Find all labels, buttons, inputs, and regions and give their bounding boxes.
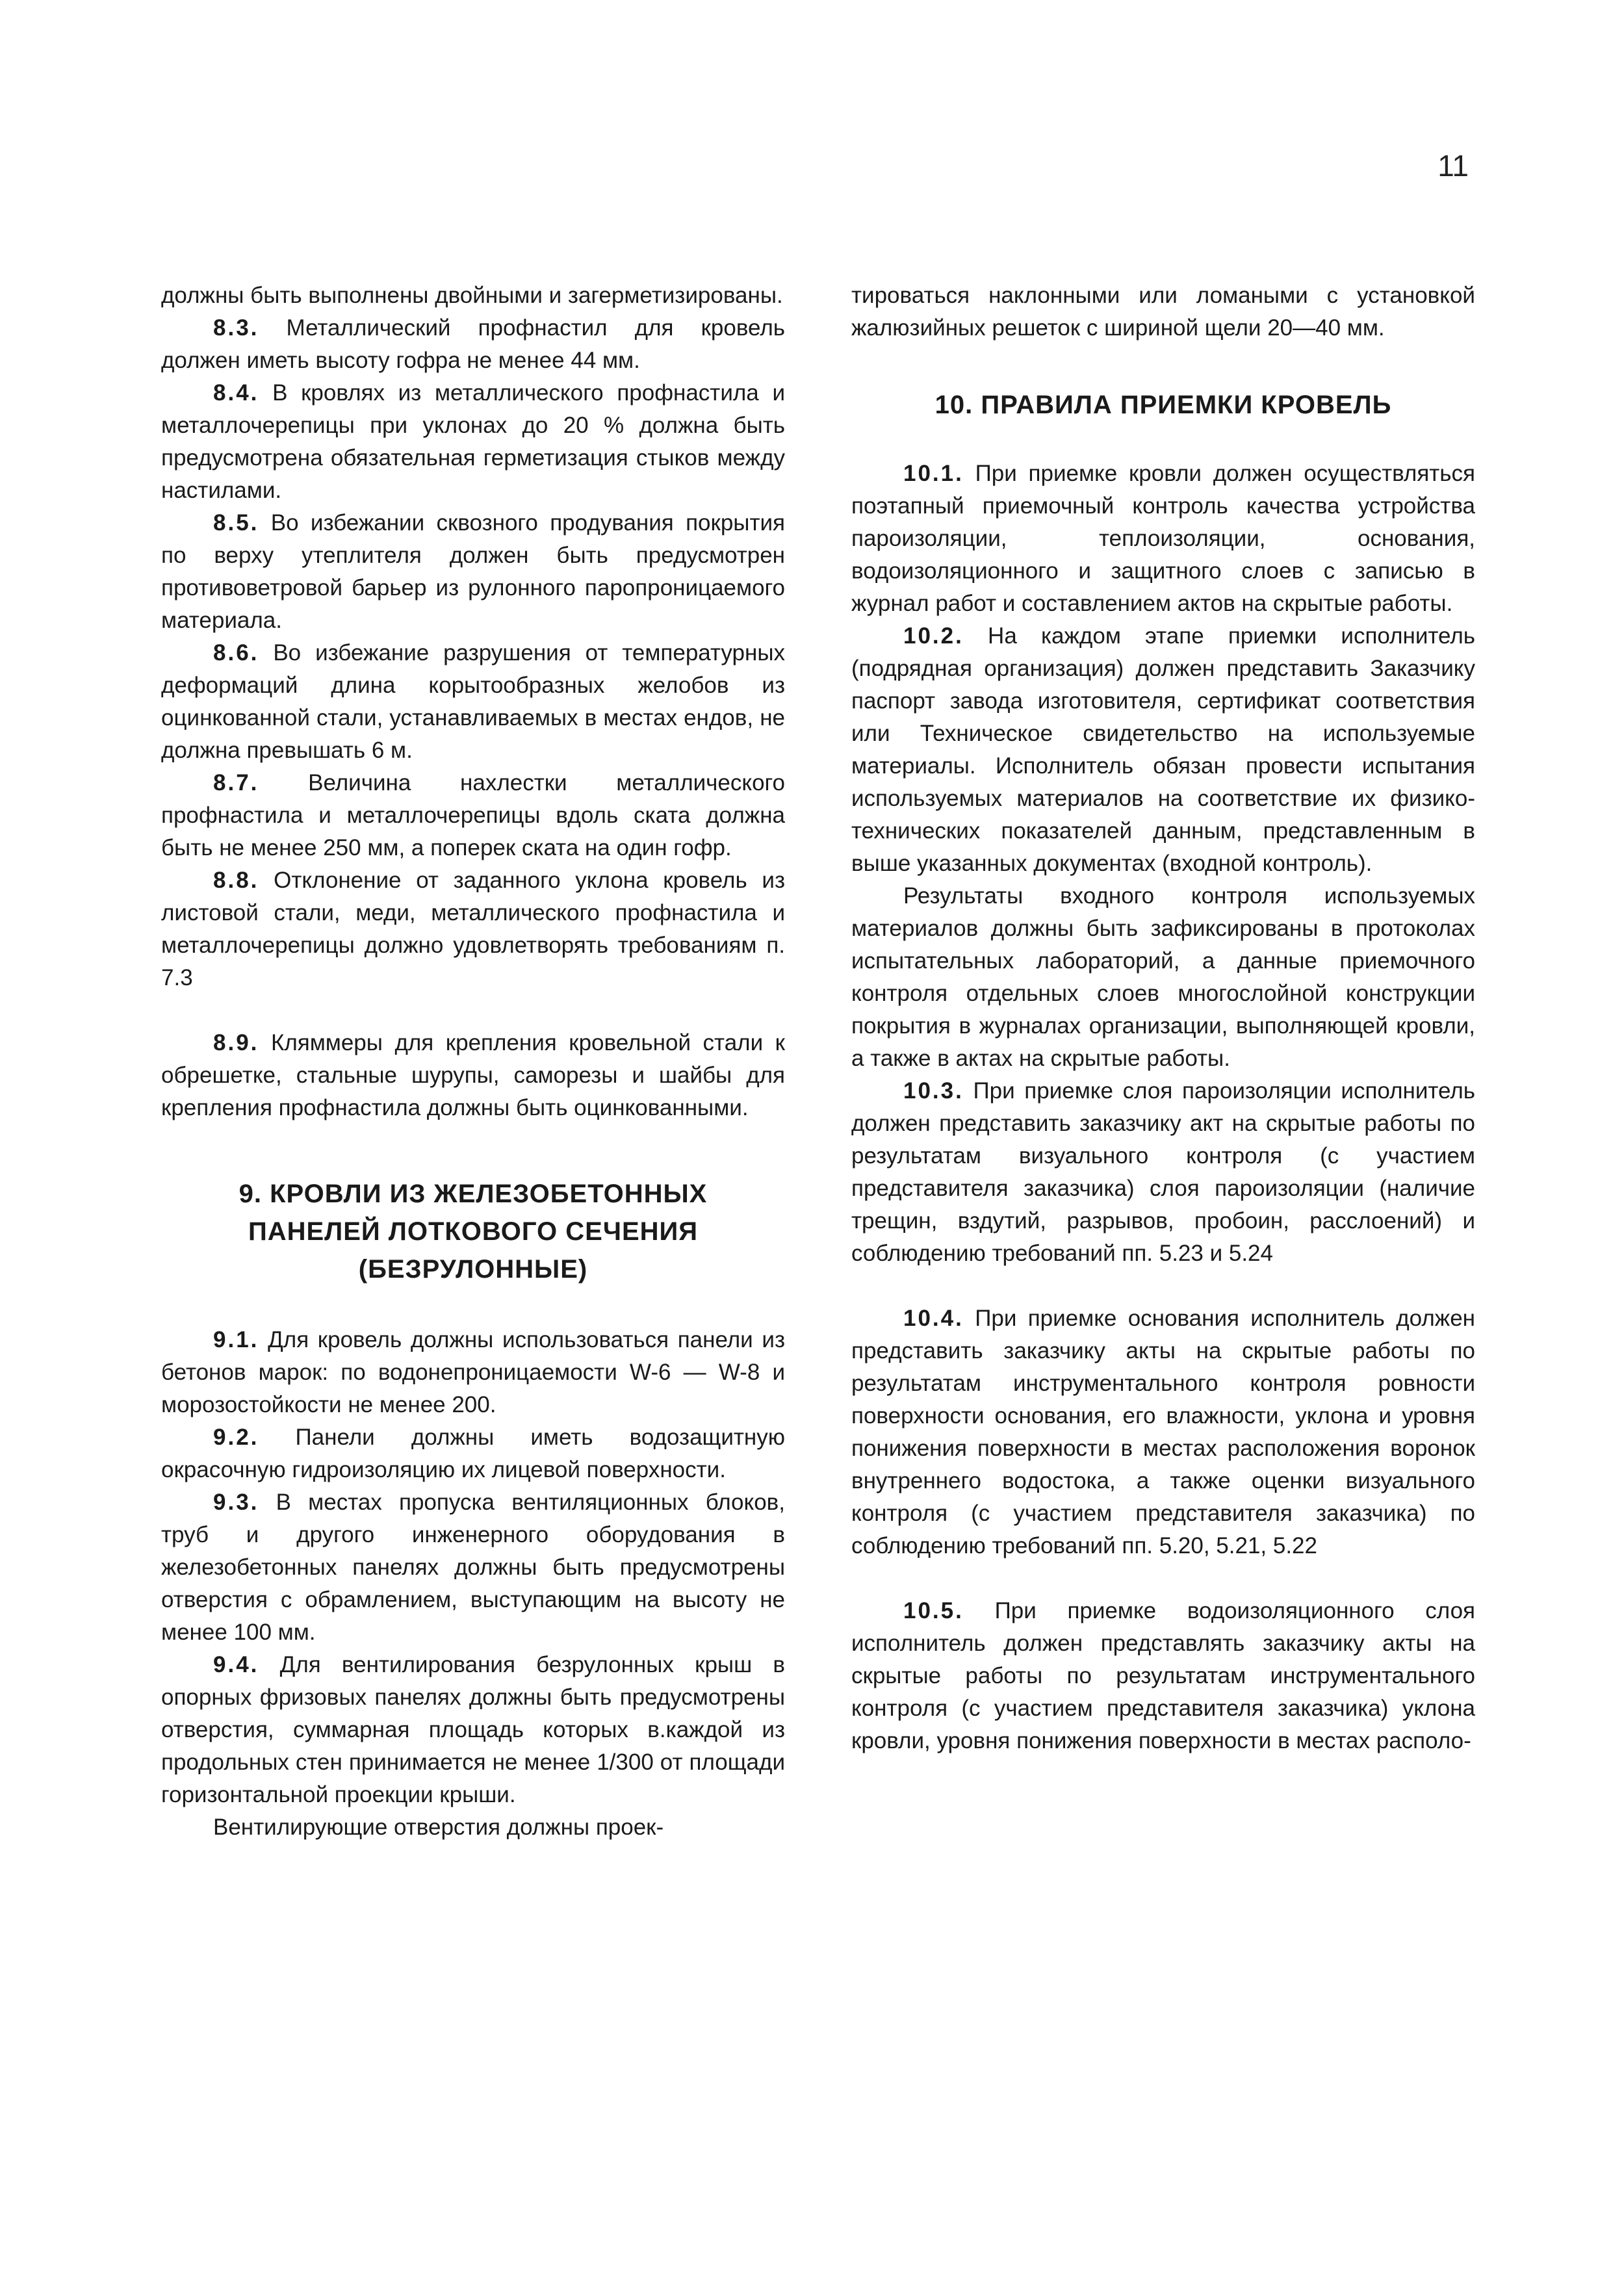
clause-number: 9.2. — [213, 1425, 259, 1450]
clause-text: В местах пропуска вентиляционных блоков, труб и другого инженерного оборудования в железобетонных панелях должны быть предусмотрены отверстия с обрамлением, выступающим на высоту не менее 100 мм. — [161, 1490, 785, 1645]
clause-number: 8.5. — [213, 510, 259, 536]
paragraph-continuation: должны быть выполнены двойными и загерметизированы. — [161, 283, 783, 308]
paragraph-continuation: тироваться наклонными или ломаными с установкой жалюзийных решеток с шириной щели 20—40 мм. — [851, 283, 1475, 341]
clause-text: В кровлях из металлического профнастила и металлочерепицы при уклонах до 20 % должна быть предусмотрена обязательная герметизация стыков между настилами. — [161, 380, 785, 503]
paragraph-8-6 — [161, 637, 785, 767]
clause-text: Во избежании сквозного продувания покрытия по верху утеплителя должен быть предусмотрен противоветровой барьер из рулонного паропроницаемого материала. — [161, 510, 785, 633]
spacer — [851, 1270, 1475, 1302]
clause-number: 10.5. — [903, 1598, 964, 1623]
paragraph-8-8 — [161, 864, 785, 994]
heading-line: (БЕЗРУЛОННЫЕ) — [358, 1255, 588, 1284]
paragraph-8-5 — [161, 507, 785, 637]
paragraph-vent: Вентилирующие отверстия должны проек- — [213, 1815, 664, 1840]
page-number: 11 — [1437, 149, 1469, 183]
section-heading-10: 10. ПРАВИЛА ПРИЕМКИ КРОВЕЛЬ — [934, 391, 1392, 419]
clause-number: 8.9. — [213, 1030, 259, 1055]
clause-text: Во избежание разрушения от температурных деформаций длина корытообразных желобов из оцинкованной стали, устанавливаемых в местах ендов, не должна превышать 6 м. — [161, 640, 785, 763]
clause-number: 10.3. — [903, 1078, 964, 1104]
spacer — [851, 1562, 1475, 1595]
clause-text: При приемке водоизоляционного слоя исполнитель должен представлять заказчику акты на скрытые работы по результатам инструментального контроля (с участием представителя заказчика) уклона кровли, уровня понижения поверхности в местах располо- — [851, 1598, 1475, 1753]
clause-number: 8.7. — [213, 770, 259, 795]
clause-number: 9.4. — [213, 1652, 259, 1677]
clause-number: 8.3. — [213, 315, 259, 341]
section-heading-9 — [161, 1175, 785, 1288]
left-column — [161, 279, 785, 1844]
clause-text: Металлический профнастил для кровель должен иметь высоту гофра не менее 44 мм. — [161, 315, 785, 373]
clause-text: Отклонение от заданного уклона кровель из листовой стали, меди, металлического профнастила и металлочерепицы должно удовлетворять требованиям п. 7.3 — [161, 868, 785, 990]
clause-text: При приемке кровли должен осуществляться поэтапный приемочный контроль качества устройства пароизоляции, теплоизоляции, основания, водоизоляционного и защитного слоев с записью в журнал работ и составлением актов на скрытые работы. — [851, 461, 1475, 616]
right-column — [851, 279, 1475, 1757]
clause-number: 9.1. — [213, 1327, 259, 1352]
heading-line: ПАНЕЛЕЙ ЛОТКОВОГО СЕЧЕНИЯ — [248, 1217, 699, 1246]
paragraph-9-2 — [161, 1421, 785, 1486]
paragraph-10-1 — [851, 458, 1475, 620]
clause-number: 8.6. — [213, 640, 259, 665]
paragraph-results: Результаты входного контроля используемых материалов должны быть зафиксированы в протоколах испытательных лабораторий, а данные приемочного контроля отдельных слоев многослойной конструкции покрытия в журналах организации, выполняющей кровли, а также в актах на скрытые работы. — [851, 883, 1475, 1071]
paragraph-8-9 — [161, 1027, 785, 1124]
paragraph-8-4 — [161, 377, 785, 507]
clause-number: 10.2. — [903, 623, 964, 649]
clause-text: При приемке слоя пароизоляции исполнитель должен представить заказчику акт на скрытые работы по результатам визуального контроля (с участием представителя заказчика) слоя пароизоляции (наличие трещин, вздутий, разрывов, пробоин, расслоений) и соблюдению требований пп. 5.23 и 5.24 — [851, 1078, 1475, 1266]
paragraph-10-5 — [851, 1595, 1475, 1757]
clause-number: 8.8. — [213, 868, 259, 893]
spacer — [161, 994, 785, 1027]
paragraph-9-3 — [161, 1486, 785, 1649]
clause-number: 10.4. — [903, 1306, 964, 1331]
paragraph-10-2 — [851, 620, 1475, 880]
heading-line: 9. КРОВЛИ ИЗ ЖЕЛЕЗОБЕТОННЫХ — [238, 1180, 708, 1208]
clause-text: Для вентилирования безрулонных крыш в опорных фризовых панелях должны быть предусмотрены отверстия, суммарная площадь которых в.каждой из продольных стен принимается не менее 1/300 от площади горизонтальной проекции крыши. — [161, 1652, 785, 1807]
clause-text: На каждом этапе приемки исполнитель (подрядная организация) должен представить Заказчику паспорт завода изготовителя, сертификат соответствия или Техническое свидетельство на используемые материалы. Исполнитель обязан провести испытания используемых материалов на соответствие их физико-технических показателей данным, представленным в выше указанных документах (входной контроль). — [851, 623, 1475, 876]
clause-number: 8.4. — [213, 380, 259, 406]
clause-text: Для кровель должны использоваться панели из бетонов марок: по водонепроницаемости W-6 — W-8 и морозостойкости не менее 200. — [161, 1327, 785, 1417]
paragraph-8-3 — [161, 312, 785, 377]
paragraph-10-4 — [851, 1302, 1475, 1562]
clause-number: 10.1. — [903, 461, 964, 486]
clause-number: 9.3. — [213, 1490, 259, 1515]
clause-text: Величина нахлестки металлического профнастила и металлочерепицы вдоль ската должна быть не менее 250 мм, а поперек ската на один гофр. — [161, 770, 785, 860]
clause-text: При приемке основания исполнитель должен представить заказчику акты на скрытые работы по результатам инструментального контроля ровности поверхности основания, его влажности, уклона и уровня понижения поверхности в местах расположения воронок внутреннего водостока, а также оценки визуального контроля (с участием представителя заказчика) по соблюдению требований пп. 5.20, 5.21, 5.22 — [851, 1306, 1475, 1558]
paragraph-9-4 — [161, 1649, 785, 1811]
clause-text: Кляммеры для крепления кровельной стали к обрешетке, стальные шурупы, саморезы и шайбы для крепления профнастила должны быть оцинкованными. — [161, 1030, 785, 1120]
paragraph-8-7 — [161, 767, 785, 864]
paragraph-9-1 — [161, 1324, 785, 1421]
paragraph-10-3 — [851, 1075, 1475, 1270]
clause-text: Панели должны иметь водозащитную окрасочную гидроизоляцию их лицевой поверхности. — [161, 1425, 785, 1482]
